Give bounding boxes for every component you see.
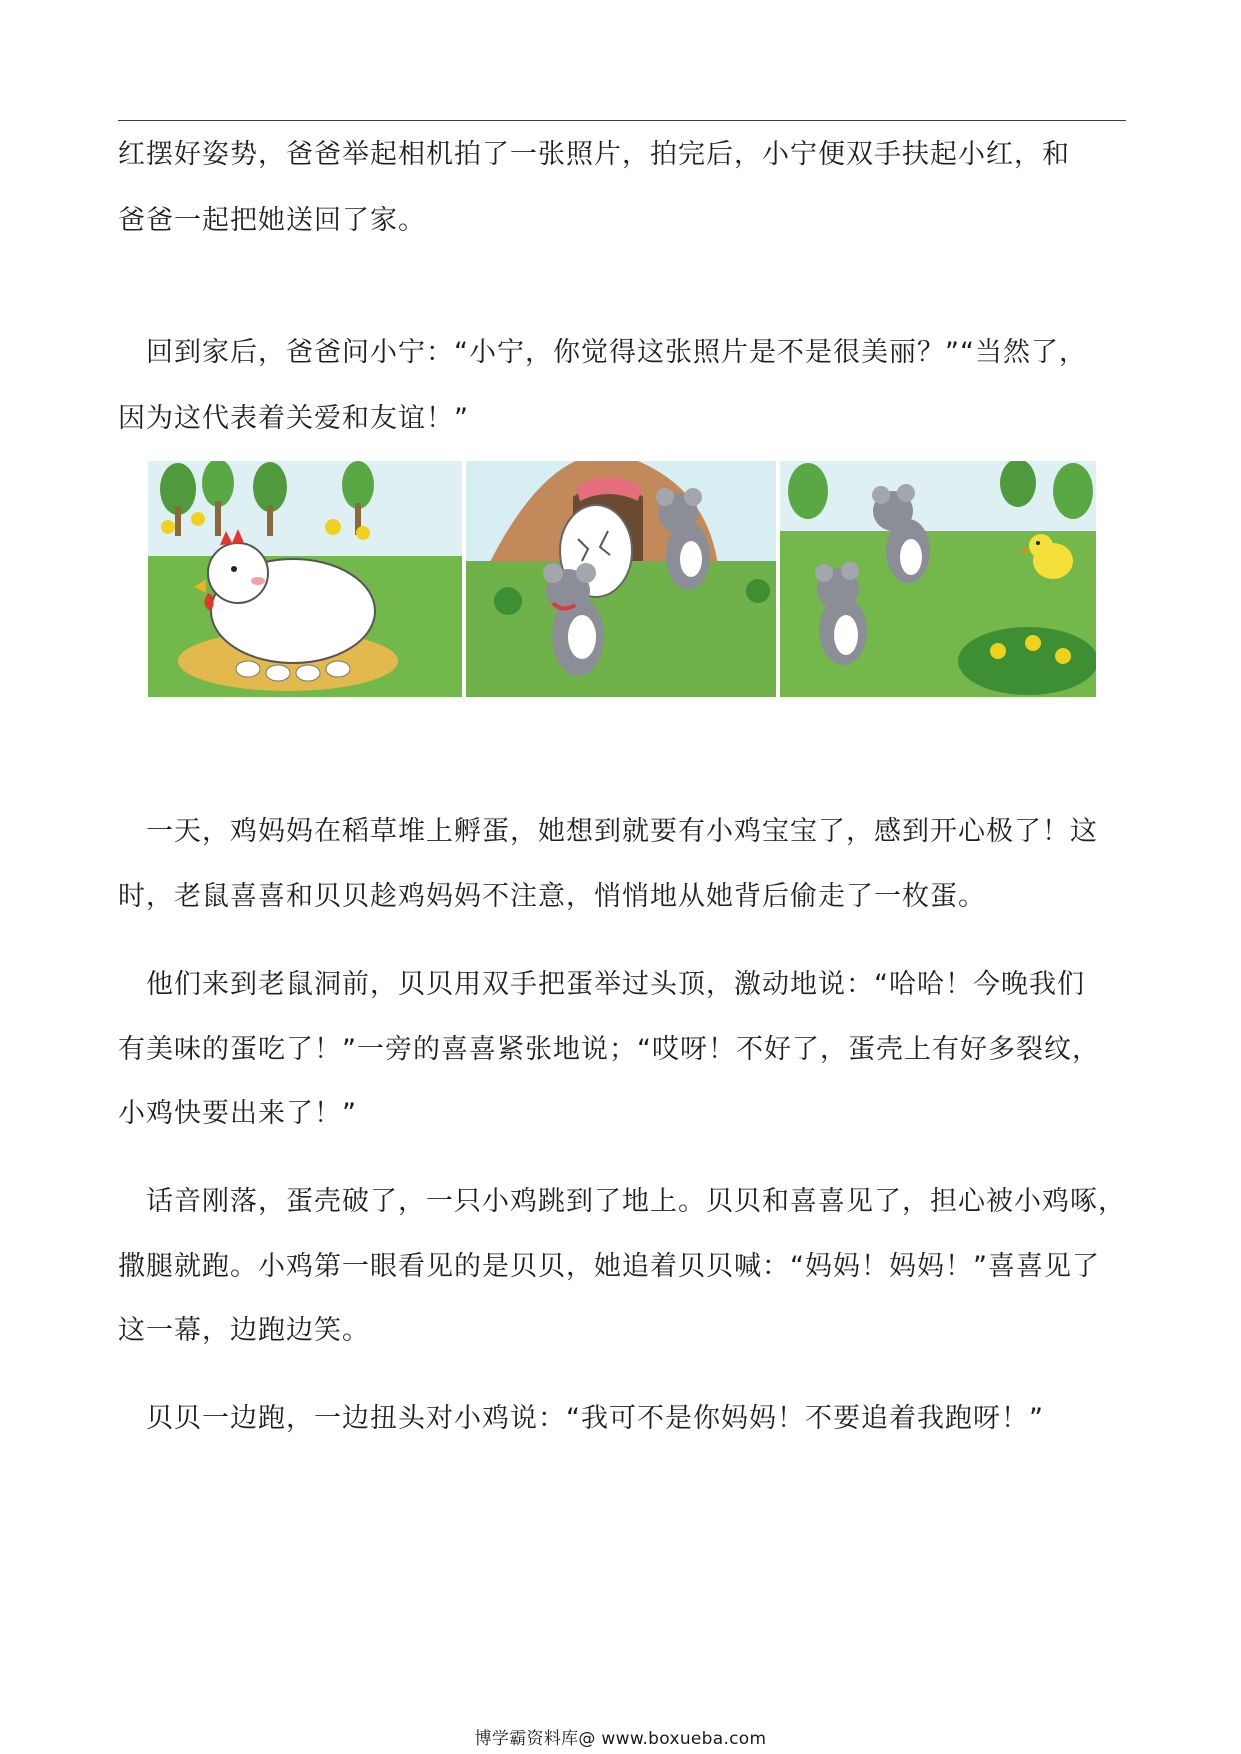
text-line: 时，老鼠喜喜和贝贝趁鸡妈妈不注意，悄悄地从她背后偷走了一枚蛋。 bbox=[118, 881, 986, 912]
text-line: 有美味的蛋吃了！”一旁的喜喜紧张地说；“哎呀！不好了，蛋壳上有好多裂纹， bbox=[118, 1034, 1100, 1065]
text-line: 贝贝一边跑，一边扭头对小鸡说：“我可不是你妈妈！不要追着我跑呀！” bbox=[118, 1403, 1044, 1434]
text-line: 因为这代表着关爱和友谊！” bbox=[118, 403, 469, 434]
text-line: 小鸡快要出来了！” bbox=[118, 1098, 357, 1129]
panel-hen bbox=[148, 461, 462, 697]
text-line: 话音刚落，蛋壳破了，一只小鸡跳到了地上。贝贝和喜喜见了，担心被小鸡啄， bbox=[118, 1186, 1126, 1217]
header-rule bbox=[118, 120, 1126, 121]
text-line: 红摆好姿势，爸爸举起相机拍了一张照片，拍完后，小宁便双手扶起小红，和 bbox=[118, 139, 1070, 170]
text-line: 回到家后，爸爸问小宁：“小宁，你觉得这张照片是不是很美丽？”“当然了， bbox=[118, 337, 1087, 368]
footer-watermark: 博学霸资料库@ www.boxueba.com bbox=[474, 1729, 767, 1749]
text-line: 爸爸一起把她送回了家。 bbox=[118, 205, 426, 236]
panel-chick-chase bbox=[780, 461, 1096, 697]
panel-mice-egg bbox=[466, 461, 776, 697]
text-line: 一天，鸡妈妈在稻草堆上孵蛋，她想到就要有小鸡宝宝了，感到开心极了！这 bbox=[118, 816, 1098, 847]
text-line: 撒腿就跑。小鸡第一眼看见的是贝贝，她追着贝贝喊：“妈妈！妈妈！”喜喜见了 bbox=[118, 1251, 1100, 1282]
text-line: 这一幕，边跑边笑。 bbox=[118, 1315, 370, 1346]
story-illustration bbox=[148, 461, 1096, 697]
text-line: 他们来到老鼠洞前，贝贝用双手把蛋举过头顶，激动地说：“哈哈！今晚我们 bbox=[118, 969, 1085, 1000]
